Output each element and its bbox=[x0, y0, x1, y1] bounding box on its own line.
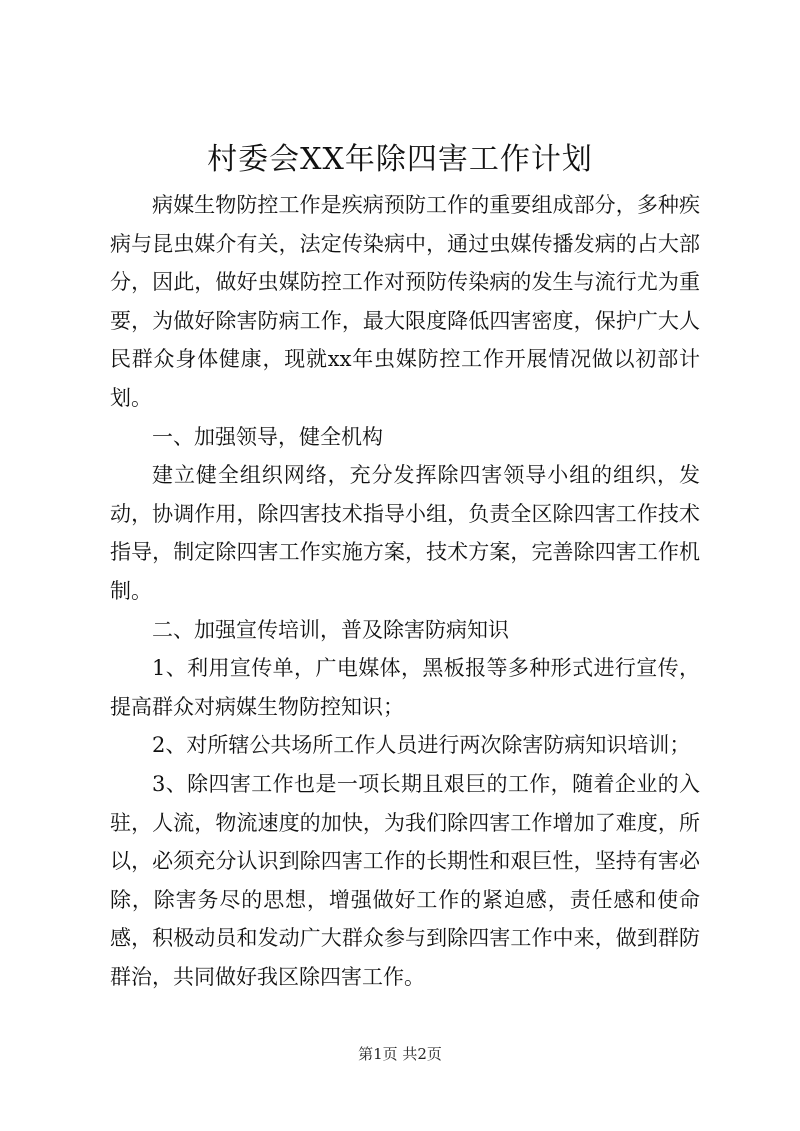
page-footer: 第1页 共2页 bbox=[358, 1045, 442, 1063]
section-heading-1: 一、加强领导，健全机构 bbox=[152, 424, 383, 449]
list-item-2: 2、对所辖公共场所工作人员进行两次除害防病知识培训； bbox=[152, 733, 691, 758]
list-item-3: 3、除四害工作也是一项长期且艰巨的工作，随着企业的入驻，人流，物流速度的加快，为我们除四害工作增加了难度，所以，必须充分认识到除四害工作的长期性和艰巨性，坚持有害必除，除害务尽的思想，增强做好工作的紧迫感，责任感和使命感，积极动员和发动广大群众参与到除四害工作中来，做到群防群治，共同做好我区除四害工作。 bbox=[110, 771, 700, 989]
paragraph-organization: 建立健全组织网络，充分发挥除四害领导小组的组织，发动，协调作用，除四害技术指导小组，负责全区除四害工作技术指导，制定除四害工作实施方案，技术方案，完善除四害工作机制。 bbox=[110, 463, 700, 603]
paragraph-intro: 病媒生物防控工作是疾病预防工作的重要组成部分，多种疾病与昆虫媒介有关，法定传染病中，通过虫媒传播发病的占大部分，因此，做好虫媒防控工作对预防传染病的发生与流行尤为重要，为做好除害防病工作，最大限度降低四害密度，保护广大人民群众身体健康，现就xx年虫媒防控工作开展情况做以初部计划。 bbox=[110, 193, 700, 410]
list-item-1: 1、利用宣传单，广电媒体，黑板报等多种形式进行宣传，提高群众对病媒生物防控知识； bbox=[110, 656, 700, 719]
section-heading-2: 二、加强宣传培训，普及除害防病知识 bbox=[152, 617, 509, 642]
document-title: 村委会XX年除四害工作计划 bbox=[207, 142, 593, 177]
document-body bbox=[110, 186, 700, 996]
